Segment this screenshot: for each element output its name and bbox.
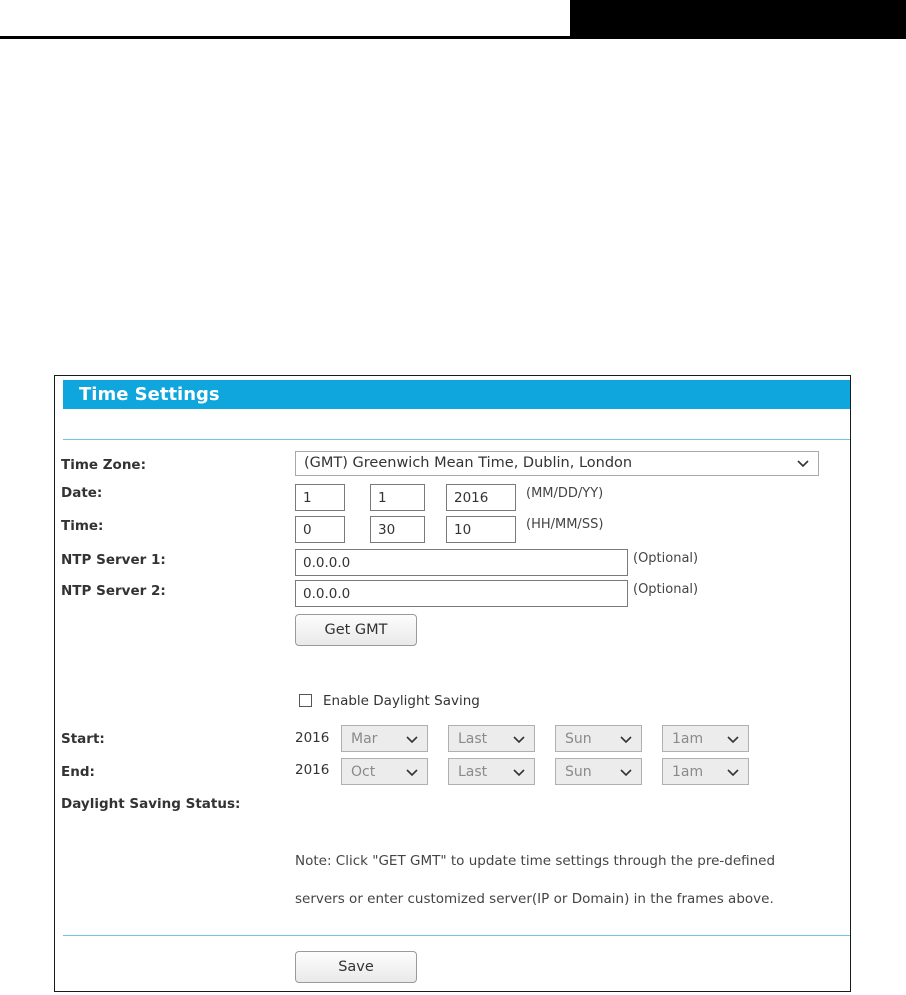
ntp-server-1-optional: (Optional) [633,551,699,566]
dst-start-label: Start: [61,731,105,747]
chevron-down-icon [726,768,740,778]
chevron-down-icon [405,768,419,778]
dst-start-month-value: Mar [351,731,378,747]
dst-start-week-select[interactable] [448,725,535,752]
ntp-server-1-input[interactable] [295,549,628,576]
chevron-down-icon [726,735,740,745]
time-second-input[interactable] [446,516,516,543]
chevron-down-icon [512,735,526,745]
date-day-value: 1 [378,490,387,506]
time-hour-input[interactable] [295,516,345,543]
dst-start-hour-select[interactable] [662,725,749,752]
date-day-input[interactable] [370,484,425,511]
chevron-down-icon [796,459,810,469]
ntp-server-2-optional: (Optional) [633,582,699,597]
dst-end-month-value: Oct [351,764,376,780]
get-gmt-button[interactable]: Get GMT [295,614,417,646]
time-minute-value: 30 [378,522,396,538]
chevron-down-icon [619,735,633,745]
dst-end-week-select[interactable] [448,758,535,785]
date-year-input[interactable] [446,484,516,511]
dst-start-day-select[interactable] [555,725,642,752]
save-button[interactable]: Save [295,951,417,983]
dst-end-year: 2016 [295,762,330,778]
date-month-value: 1 [303,490,312,506]
date-year-value: 2016 [454,490,489,506]
time-zone-value: (GMT) Greenwich Mean Time, Dublin, London [304,455,633,471]
dst-end-week-value: Last [458,764,488,780]
note-line-2: servers or enter customized server(IP or Domain) in the frames above. [295,891,774,907]
date-format-hint: (MM/DD/YY) [526,486,604,501]
divider-bottom [63,935,850,936]
ntp-server-1-label: NTP Server 1: [61,552,166,568]
time-zone-select[interactable] [295,451,819,476]
page-header-block [570,0,906,39]
dst-start-week-value: Last [458,731,488,747]
time-second-value: 10 [454,522,472,538]
dst-start-year: 2016 [295,730,330,746]
ntp-server-2-value: 0.0.0.0 [303,586,351,602]
dst-status-label: Daylight Saving Status: [61,796,241,812]
time-label: Time: [61,518,104,534]
enable-daylight-saving-label: Enable Daylight Saving [323,693,480,709]
chevron-down-icon [619,768,633,778]
date-label: Date: [61,485,103,501]
dst-end-month-select[interactable] [341,758,428,785]
dst-end-day-select[interactable] [555,758,642,785]
chevron-down-icon [512,768,526,778]
date-month-input[interactable] [295,484,345,511]
dst-start-month-select[interactable] [341,725,428,752]
dst-start-hour-value: 1am [672,731,704,747]
panel-title: Time Settings [79,384,220,405]
dst-end-label: End: [61,764,95,780]
time-settings-panel [54,375,851,992]
enable-daylight-saving-checkbox[interactable] [299,694,312,707]
time-format-hint: (HH/MM/SS) [526,517,604,532]
time-zone-label: Time Zone: [61,457,146,473]
time-hour-value: 0 [303,522,312,538]
ntp-server-1-value: 0.0.0.0 [303,555,351,571]
dst-end-hour-value: 1am [672,764,704,780]
divider-top [63,439,850,440]
time-minute-input[interactable] [370,516,425,543]
ntp-server-2-input[interactable] [295,580,628,607]
panel-header [63,380,850,409]
dst-end-day-value: Sun [565,764,592,780]
page-header-rule [0,36,570,39]
dst-end-hour-select[interactable] [662,758,749,785]
note-line-1: Note: Click "GET GMT" to update time settings through the pre-defined [295,853,776,869]
chevron-down-icon [405,735,419,745]
ntp-server-2-label: NTP Server 2: [61,583,166,599]
dst-start-day-value: Sun [565,731,592,747]
